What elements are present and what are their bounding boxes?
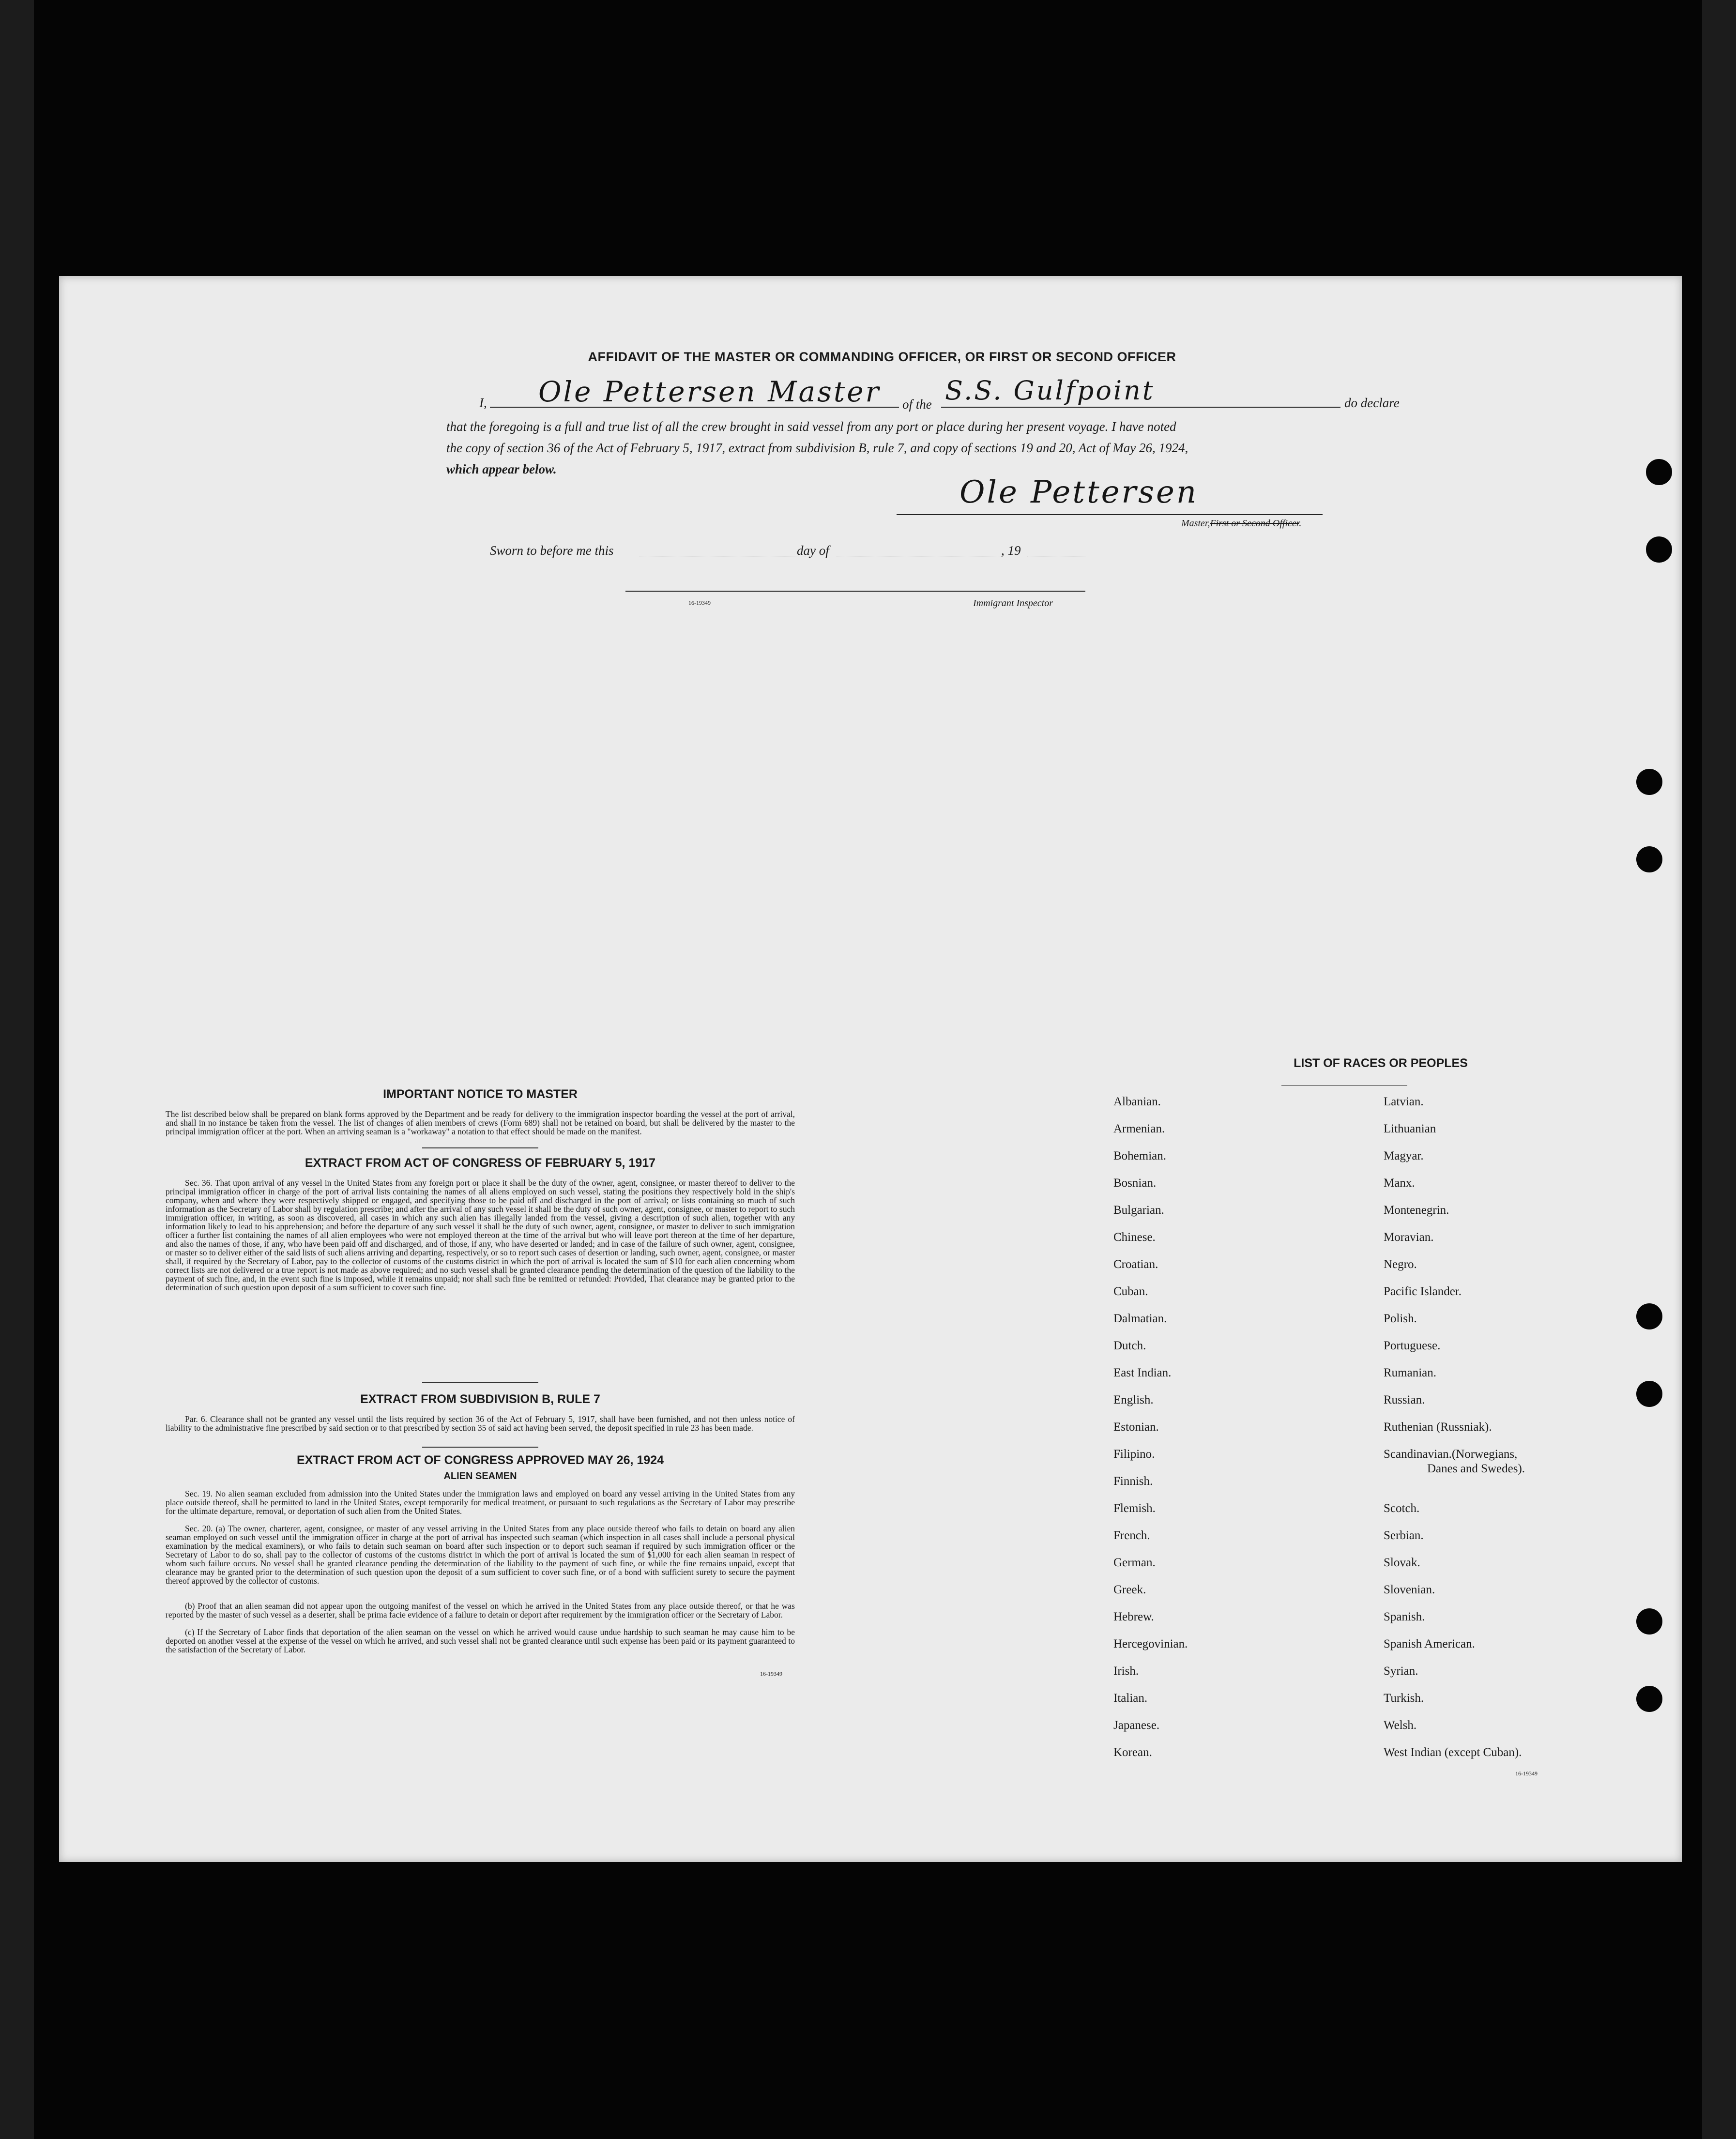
race-item: Russian.: [1384, 1393, 1425, 1406]
affidavit-line-3: the copy of section 36 of the Act of February 5, 1917, extract from subdivision B, rule 7, and copy of sections 19 and 20, Act of May 26, 1924,: [446, 441, 1188, 455]
race-item: Chinese.: [1113, 1231, 1156, 1244]
affidavit-title: AFFIDAVIT OF THE MASTER OR COMMANDING OFFICER, OR FIRST OR SECOND OFFICER: [588, 350, 1176, 364]
race-item: Bohemian.: [1113, 1149, 1167, 1162]
handwritten-ship: S.S. Gulfpoint: [945, 375, 1155, 406]
punch-hole-icon: [1636, 1686, 1662, 1712]
race-item: Moravian.: [1384, 1231, 1434, 1244]
race-item: Scandinavian.(Norwegians,: [1384, 1448, 1518, 1461]
inspector-fill-line: [625, 591, 1085, 592]
race-item: Korean.: [1113, 1746, 1152, 1759]
film-edge-left: [0, 0, 34, 2139]
race-item: Lithuanian: [1384, 1122, 1436, 1135]
ship-fill-line: [941, 407, 1340, 408]
punch-hole-icon: [1636, 1381, 1662, 1407]
struck-officer-label: First or Second Officer: [1210, 518, 1299, 529]
race-item: Ruthenian (Russniak).: [1384, 1421, 1492, 1434]
punch-hole-icon: [1636, 1608, 1662, 1635]
caption-period: .: [1299, 518, 1302, 529]
race-item: East Indian.: [1113, 1366, 1172, 1379]
race-item: Dutch.: [1113, 1339, 1146, 1352]
notice-text: The list described below shall be prepared on blank forms approved by the Department and be ready for delivery to the immigration inspector boarding the vessel at the port of arrival, and shall in no instance be taken from the vessel. The list of changes of alien members of crews (Form 689) shall not be retained on board, but shall be delivered by the master to the principal immigration officer at the port. When an arriving seaman is a "workaway" a notation to that effect should be made on the manifest.: [166, 1109, 795, 1136]
race-item: Pacific Islander.: [1384, 1285, 1462, 1298]
day-of-label: day of: [797, 543, 829, 558]
sec19-text: Sec. 19. No alien seaman excluded from admission into the United States under the immigration laws and employed on board any vessel arriving in the United States from any place outside thereof, shall be permitted to land in the United States, except temporarily for medical treatment, or pursuant to such regulations as the Secretary of Labor may prescribe for the ultimate departure, removal, or deportation of such alien from the United States.: [166, 1489, 795, 1516]
race-item: Negro.: [1384, 1258, 1417, 1271]
race-item: Cuban.: [1113, 1285, 1148, 1298]
race-item: West Indian (except Cuban).: [1384, 1746, 1522, 1759]
sec20c-text: (c) If the Secretary of Labor finds that deportation of the alien seaman on the vessel on which he arrived would cause undue hardship to such seaman he may cause him to be deported on another vessel at the expense of the vessel on which he arrived, and such vessel shall not be granted clearance until such expense has been paid or its payment guaranteed to the satisfaction of the Secretary of Labor.: [166, 1627, 795, 1654]
race-item: Bulgarian.: [1113, 1204, 1164, 1217]
race-item: Montenegrin.: [1384, 1204, 1449, 1217]
race-item: Finnish.: [1113, 1475, 1153, 1488]
race-item: Serbian.: [1384, 1529, 1424, 1542]
race-item: Bosnian.: [1113, 1176, 1157, 1190]
race-item: Syrian.: [1384, 1665, 1418, 1678]
alien-seamen-subtitle: ALIEN SEAMEN: [443, 1471, 517, 1482]
signature-caption: [1181, 518, 1301, 529]
race-item: Albanian.: [1113, 1095, 1161, 1108]
sec20b-text: (b) Proof that an alien seaman did not appear upon the outgoing manifest of the vessel on which he arrived in the United States from any place outside thereof, or that he was reported by the master of such vessel as a deserter, shall be prima facie evidence of a failure to detain or deport after requirement by the immigration officer or the Secretary of Labor.: [166, 1601, 795, 1620]
punch-hole-icon: [1636, 846, 1662, 872]
document-page: [59, 276, 1682, 1862]
sworn-label: Sworn to before me this: [490, 543, 614, 558]
race-item: German.: [1113, 1556, 1156, 1569]
race-item: Dalmatian.: [1113, 1312, 1167, 1325]
race-item: Irish.: [1113, 1665, 1139, 1678]
race-item: Portuguese.: [1384, 1339, 1441, 1352]
race-item: Greek.: [1113, 1583, 1146, 1596]
punch-hole-icon: [1646, 459, 1672, 485]
sec20a-text: Sec. 20. (a) The owner, charterer, agent, consignee, or master of any vessel arriving in the United States from any place outside thereof who fails to detain on board any alien seaman employed on such vessel until the immigration officer in charge at the port of arrival has inspected such seaman (which inspection in all cases shall include a personal physical examination by the medical examiners), or who fails to detain such seaman on board after such inspection or to deport such seaman if required by such immigration officer or the Secretary of Labor to do so, shall pay to the collector of customs of the customs district in which the port of arrival is located the sum of $1,000 for each alien seaman in respect of whom such failure occurs. No vessel shall be granted clearance pending the determination of the liability to the payment of such fine, or while the fine remains unpaid, except that clearance may be granted prior to the determination of such question upon the deposit of a sum sufficient to cover such fine, or of a bond with sufficient surety to secure the payment thereof approved by the collector of customs.: [166, 1524, 795, 1586]
extract-1924-title: EXTRACT FROM ACT OF CONGRESS APPROVED MAY 26, 1924: [296, 1453, 664, 1467]
race-item: Welsh.: [1384, 1719, 1417, 1732]
race-item: Japanese.: [1113, 1719, 1160, 1732]
race-item: Italian.: [1113, 1692, 1148, 1705]
races-form-number: 16-19349: [1515, 1770, 1538, 1777]
punch-hole-icon: [1636, 1303, 1662, 1329]
affidavit-of-the: of the: [902, 397, 932, 412]
subdivision-b-text: Par. 6. Clearance shall not be granted any vessel until the lists required by section 36 of the Act of February 5, 1917, shall have been furnished, and not then unless notice of liability to the administrative fine prescribed by said section or to that prescribed by section 35 of said act having been served, the deposit specified in rule 23 has been made.: [166, 1414, 795, 1433]
affidavit-do-declare: do declare: [1344, 396, 1400, 410]
handwritten-name: Ole Pettersen Master: [538, 375, 881, 408]
master-label: Master,: [1181, 518, 1210, 529]
race-item: Hebrew.: [1113, 1610, 1154, 1623]
race-item: Danes and Swedes).: [1427, 1462, 1525, 1475]
film-edge-right: [1702, 0, 1736, 2139]
notice-title: IMPORTANT NOTICE TO MASTER: [383, 1087, 578, 1101]
race-item: French.: [1113, 1529, 1150, 1542]
extract-1917-title: EXTRACT FROM ACT OF CONGRESS OF FEBRUARY 5, 1917: [305, 1156, 656, 1170]
subdivision-b-title: EXTRACT FROM SUBDIVISION B, RULE 7: [360, 1392, 600, 1406]
punch-hole-icon: [1636, 769, 1662, 795]
race-item: Polish.: [1384, 1312, 1417, 1325]
left-form-number: 16-19349: [760, 1670, 782, 1677]
race-item: Slovak.: [1384, 1556, 1420, 1569]
race-item: Flemish.: [1113, 1502, 1156, 1515]
race-item: Manx.: [1384, 1176, 1415, 1190]
year-label: , 19: [1001, 543, 1021, 558]
signature-fill-line: [897, 514, 1323, 515]
divider: [422, 1447, 538, 1448]
race-item: Filipino.: [1113, 1448, 1155, 1461]
race-item: Slovenian.: [1384, 1583, 1435, 1596]
race-item: Hercegovinian.: [1113, 1637, 1188, 1650]
race-item: Turkish.: [1384, 1692, 1424, 1705]
race-item: Armenian.: [1113, 1122, 1165, 1135]
race-item: Rumanian.: [1384, 1366, 1437, 1379]
divider: [422, 1382, 538, 1383]
affidavit-form-number: 16-19349: [688, 599, 711, 606]
inspector-label: Immigrant Inspector: [973, 598, 1053, 609]
race-item: English.: [1113, 1393, 1154, 1406]
race-item: Croatian.: [1113, 1258, 1158, 1271]
affidavit-line-2: that the foregoing is a full and true list of all the crew brought in said vessel from any port or place during her present voyage. I have noted: [446, 419, 1176, 434]
handwritten-signature: Ole Pettersen: [959, 474, 1199, 510]
affidavit-line-4: which appear below.: [446, 462, 557, 476]
divider: [422, 1147, 538, 1148]
races-title: LIST OF RACES OR PEOPLES: [1294, 1056, 1468, 1070]
race-item: Spanish American.: [1384, 1637, 1475, 1650]
affidavit-i: I,: [479, 396, 487, 410]
punch-hole-icon: [1646, 536, 1672, 563]
divider: [1281, 1085, 1407, 1086]
race-item: Spanish.: [1384, 1610, 1425, 1623]
extract-1917-text: Sec. 36. That upon arrival of any vessel in the United States from any foreign port or place it shall be the duty of the owner, agent, consignee, or master thereof to deliver to the principal immigration officer in charge of the port of arrival lists containing the names of all aliens employed on such vessel, stating the positions they respectively hold in the ship's company, when and where they were respectively shipped or engaged, and specifying those to be paid off and discharged in the port of arrival; or lists containing so much of such information as the Secretary of Labor shall by regulation prescribe; and after the arrival of any such vessel it shall be the duty of such owner, agent, consignee, or master to report to such immigration officer, in writing, as soon as discovered, all cases in which any such alien has illegally landed from the vessel, giving a description of such alien, together with any information likely to lead to his apprehension; and before the departure of any such vessel it shall be the duty of such owner, agent, consignee, or master to deliver to such immigration officer a further list containing the names of all alien employees who were not employed thereon at the time of the arrival but who will leave port thereon at the time of her departure, and also the names of those, if any, who have been paid off and discharged, and of those, if any, who have deserted or landed; and in case of the failure of such owner, agent, consignee, or master so to deliver either of the said lists of such aliens arriving and departing, respectively, or so to report such cases of desertion or landing, such owner, agent, consignee, or master shall, if required by the Secretary of Labor, pay to the collector of customs of the customs district in which the port of arrival is located the sum of $10 for each alien concerning whom correct lists are not delivered or a true report is not made as above required; and no such vessel shall be granted clearance pending the determination of the question of the liability to the payment of such fine, and, in the event such fine is imposed, while it remains unpaid; nor shall such fine be remitted or refunded: Provided, That clearance may be granted prior to the determination of such question upon deposit of a sum sufficient to cover such fine.: [166, 1178, 795, 1292]
race-item: Estonian.: [1113, 1421, 1159, 1434]
race-item: Scotch.: [1384, 1502, 1420, 1515]
race-item: Latvian.: [1384, 1095, 1424, 1108]
race-item: Magyar.: [1384, 1149, 1424, 1162]
